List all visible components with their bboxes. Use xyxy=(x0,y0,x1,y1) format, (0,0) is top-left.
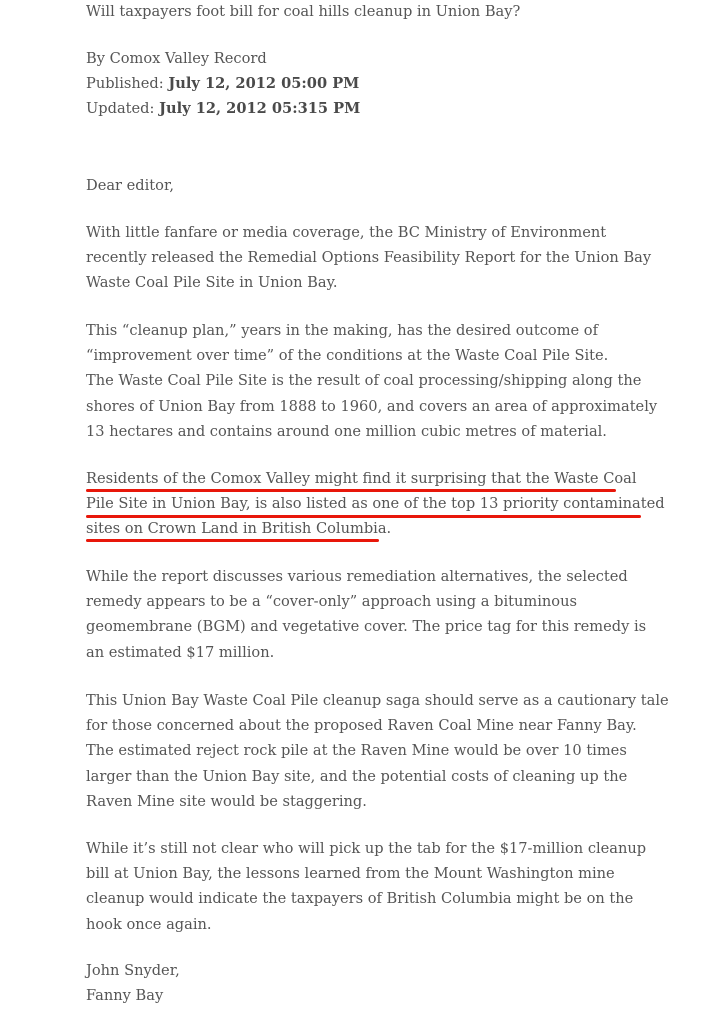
paragraph-line: an estimated $17 million. xyxy=(86,643,275,661)
paragraph-line: Pile Site in Union Bay, is also listed as one of the top 13 priority contaminated xyxy=(86,495,665,513)
paragraph-5 xyxy=(86,688,686,814)
highlight-underline xyxy=(86,489,616,492)
paragraph-line: “improvement over time” of the conditions at the Waste Coal Pile Site. xyxy=(86,347,609,365)
paragraph-line: bill at Union Bay, the lessons learned from the Mount Washington mine xyxy=(86,865,615,883)
signature-location: Fanny Bay xyxy=(86,987,164,1005)
paragraph-line: sites on Crown Land in British Columbia. xyxy=(86,520,392,538)
subtitle-text: Will taxpayers foot bill for coal hills cleanup in Union Bay? xyxy=(86,3,521,20)
paragraph-line: This Union Bay Waste Coal Pile cleanup saga should serve as a cautionary tale xyxy=(86,692,669,709)
paragraph-line: cleanup would indicate the taxpayers of British Columbia might be on the xyxy=(86,890,634,908)
updated-label: Updated: xyxy=(86,100,155,118)
paragraph-line: remedy appears to be a “cover-only” approach using a bituminous xyxy=(86,593,577,611)
paragraph-line: The estimated reject rock pile at the Raven Mine would be over 10 times xyxy=(86,742,627,760)
paragraph-line: hook once again. xyxy=(86,915,212,933)
paragraph-line: Residents of the Comox Valley might find it surprising that the Waste Coal xyxy=(86,470,637,487)
byline: By Comox Valley Record xyxy=(86,50,267,67)
paragraph-line: With little fanfare or media coverage, the BC Ministry of Environment xyxy=(86,224,607,241)
updated-date: July 12, 2012 05:315 PM xyxy=(159,100,361,118)
paragraph-line: While it’s still not clear who will pick up the tab for the $17-million cleanup xyxy=(86,840,647,857)
updated-row xyxy=(86,96,686,121)
paragraph-line: shores of Union Bay from 1888 to 1960, and covers an area of approximately xyxy=(86,397,658,415)
paragraph-line: Raven Mine site would be staggering. xyxy=(86,792,367,810)
paragraph-line: for those concerned about the proposed Raven Coal Mine near Fanny Bay. xyxy=(86,717,637,735)
signature-name: John Snyder, xyxy=(86,962,180,979)
paragraph-line: While the report discusses various remediation alternatives, the selected xyxy=(86,568,628,585)
highlight-underline xyxy=(86,539,379,542)
letter-subtitle xyxy=(86,0,686,24)
paragraph-2 xyxy=(86,318,686,444)
article-meta xyxy=(86,46,686,122)
paragraph-line: recently released the Remedial Options Feasibility Report for the Union Bay xyxy=(86,249,652,267)
paragraph-1 xyxy=(86,220,686,296)
paragraph-line: The Waste Coal Pile Site is the result of coal processing/shipping along the xyxy=(86,372,642,390)
salutation xyxy=(86,173,686,198)
published-label: Published: xyxy=(86,75,164,93)
highlight-underline xyxy=(86,515,641,518)
salutation-text: Dear editor, xyxy=(86,177,174,194)
paragraph-6 xyxy=(86,836,686,937)
published-row xyxy=(86,71,686,96)
signature xyxy=(86,958,686,1008)
paragraph-line: geomembrane (BGM) and vegetative cover. The price tag for this remedy is xyxy=(86,618,647,636)
paragraph-line: larger than the Union Bay site, and the potential costs of cleaning up the xyxy=(86,767,628,785)
paragraph-line: Waste Coal Pile Site in Union Bay. xyxy=(86,274,338,292)
published-date: July 12, 2012 05:00 PM xyxy=(168,75,360,93)
paragraph-line: This “cleanup plan,” years in the making, has the desired outcome of xyxy=(86,322,598,339)
highlighted-paragraph xyxy=(86,466,686,542)
paragraph-4 xyxy=(86,564,686,665)
paragraph-line: 13 hectares and contains around one million cubic metres of material. xyxy=(86,422,607,440)
